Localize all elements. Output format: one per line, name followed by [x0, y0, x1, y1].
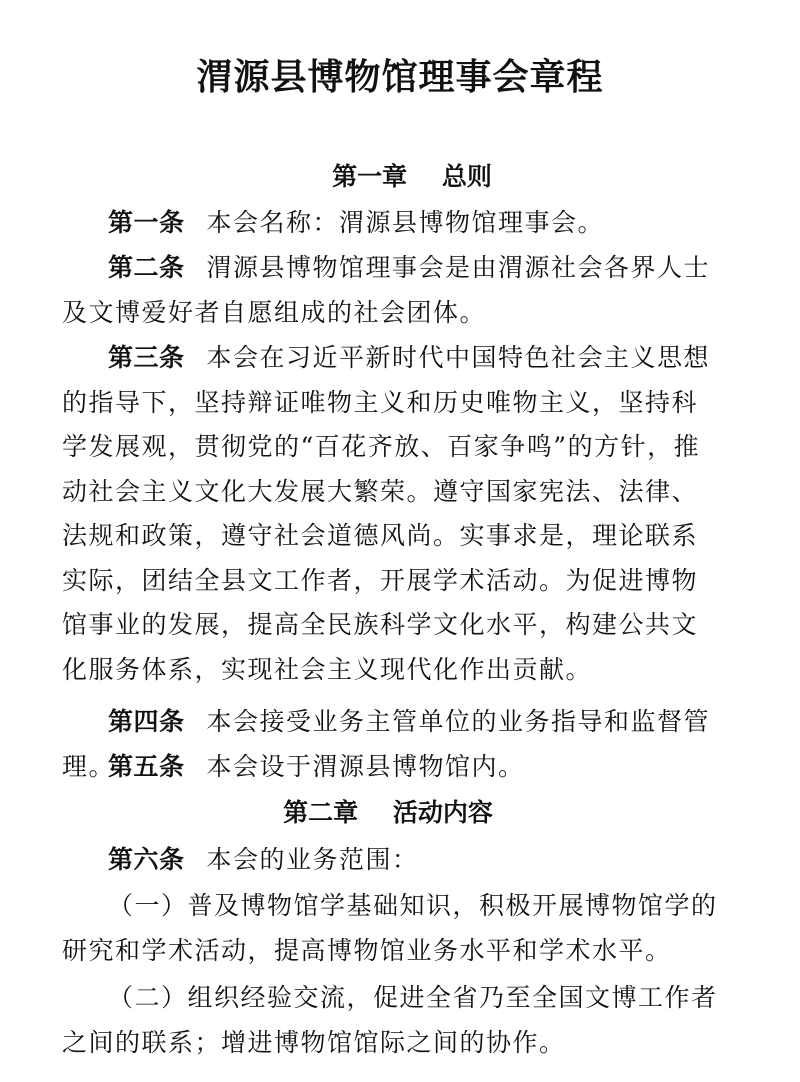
article-label: 第二条 [108, 253, 185, 282]
scope-item-2: （二）组织经验交流，促进全省乃至全国文博工作者之间的联系；增进博物馆馆际之间的协作。 [62, 983, 718, 1057]
article-label: 第五条 [108, 752, 185, 781]
article-text: 本会的业务范围： [206, 845, 419, 874]
article-text: 渭源县博物馆理事会是由渭源社会各界人士及文博爱好者自愿组成的社会团体。 [62, 253, 711, 327]
article-text: 本会名称：渭源县博物馆理事会。 [206, 208, 605, 237]
article-label: 第四条 [108, 707, 185, 736]
article-6 [62, 838, 724, 883]
article-label: 第六条 [108, 845, 185, 874]
document-title: 渭源县博物馆理事会章程 [196, 56, 604, 98]
chapter-heading-1: 第一章 总则 [332, 162, 492, 191]
article-3 [62, 336, 724, 692]
chapter-heading-2: 第二章 活动内容 [283, 798, 493, 827]
article-label: 第三条 [108, 343, 185, 372]
scope-item-1: （一）普及博物馆学基础知识，积极开展博物馆学的研究和学术活动，提高博物馆业务水平和学术水平。 [62, 891, 718, 965]
article-text: 本会设于渭源县博物馆内。 [206, 752, 525, 781]
article-text: 本会接受业务主管单位的业务指导和监督管理。 [62, 707, 711, 781]
article-5 [62, 745, 724, 790]
article-1 [62, 201, 724, 246]
article-text: 本会在习近平新时代中国特色社会主义思想的指导下，坚持辩证唯物主义和历史唯物主义，坚持科学发展观，贯彻党的“百花齐放、百家争鸣”的方针，推动社会主义文化大发展大繁荣。遵守国家宪法、法律、法规和政策，遵守社会道德风尚。实事求是，理论联系实际，团结全县文工作者，开展学术活动。为促进博物馆事业的发展，提高全民族科学文化水平，构建公共文化服务体系，实现社会主义现代化作出贡献。 [62, 343, 711, 684]
article-2 [62, 246, 724, 335]
article-label: 第一条 [108, 208, 185, 237]
